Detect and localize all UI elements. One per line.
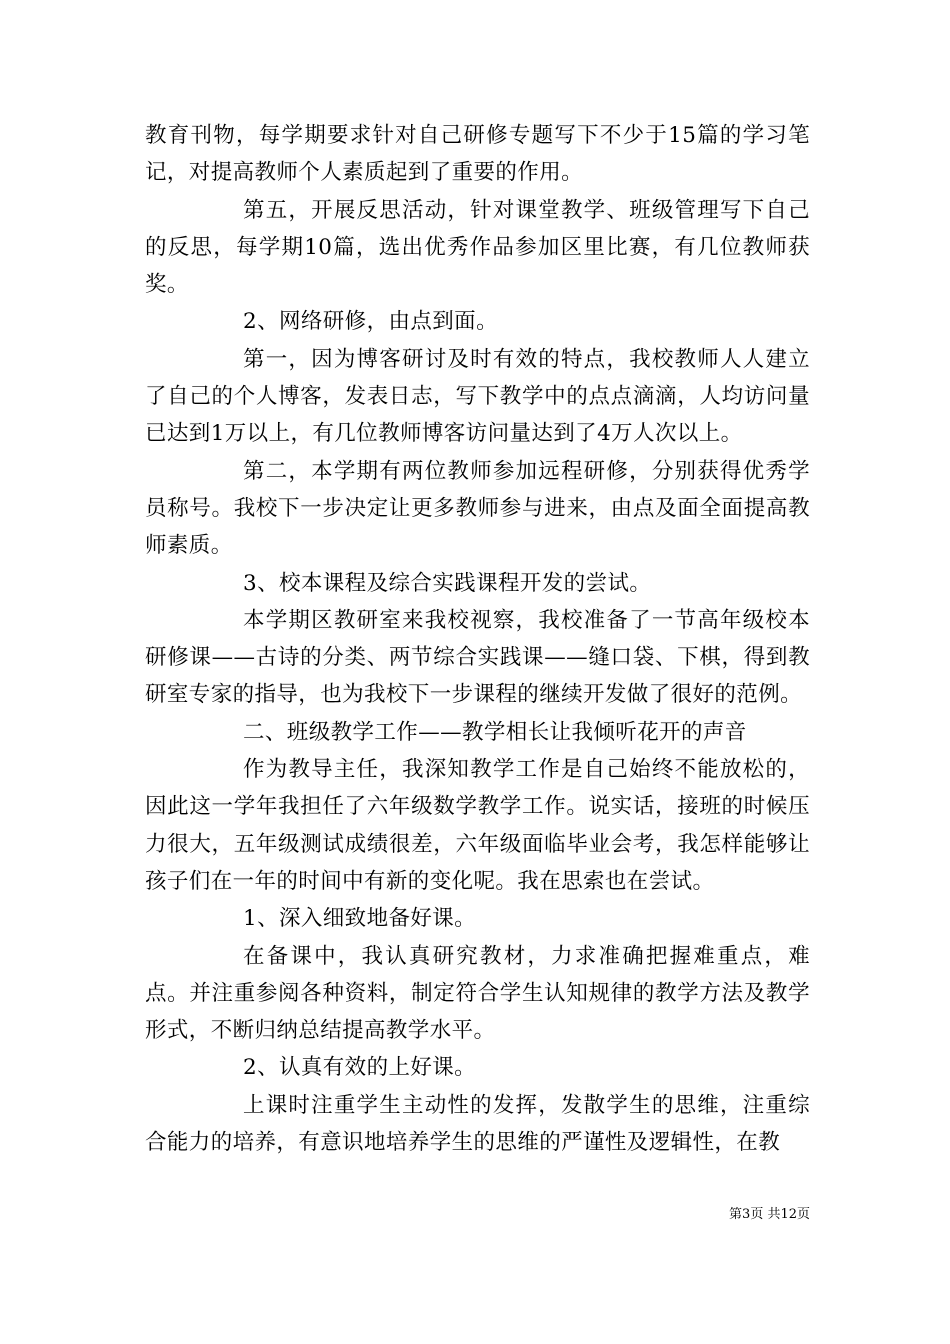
- paragraph: 教育刊物，每学期要求针对自己研修专题写下不少于15篇的学习笔记，对提高教师个人素质起到了重要的作用。: [145, 123, 810, 186]
- section-heading: 1、深入细致地备好课。: [243, 906, 477, 932]
- paragraph: 上课时注重学生主动性的发挥，发散学生的思维，注重综合能力的培养，有意识地培养学生的思维的严谨性及逻辑性，在教: [145, 1092, 810, 1156]
- document-body: [145, 117, 810, 1161]
- paragraph: 第一，因为博客研讨及时有效的特点，我校教师人人建立了自己的个人博客，发表日志，写下教学中的点点滴滴，人均访问量已达到1万以上，有几位教师博客访问量达到了4万人次以上。: [145, 346, 810, 447]
- paragraph: 第二，本学期有两位教师参加远程研修，分别获得优秀学员称号。我校下一步决定让更多教师参与进来，由点及面全面提高教师素质。: [145, 458, 810, 559]
- section-heading: 二、班级教学工作——教学相长让我倾听花开的声音: [243, 719, 747, 745]
- paragraph: 第五，开展反思活动，针对课堂教学、班级管理写下自己的反思，每学期10篇，选出优秀作品参加区里比赛，有几位教师获奖。: [145, 197, 810, 298]
- section-heading: 2、认真有效的上好课。: [243, 1055, 477, 1081]
- page-number-footer: 第3页 共12页: [729, 1207, 810, 1222]
- paragraph: 作为教导主任，我深知教学工作是自己始终不能放松的，因此这一学年我担任了六年级数学教学工作。说实话，接班的时候压力很大，五年级测试成绩很差，六年级面临毕业会考，我怎样能够让孩子们在一年的时间中有新的变化呢。我在思索也在尝试。: [145, 757, 810, 894]
- section-heading: 2、网络研修，由点到面。: [243, 309, 498, 335]
- paragraph: 本学期区教研室来我校视察，我校准备了一节高年级校本研修课——古诗的分类、两节综合实践课——缝口袋、下棋，得到教研室专家的指导，也为我校下一步课程的继续开发做了很好的范例。: [145, 607, 810, 708]
- paragraph: 在备课中，我认真研究教材，力求准确把握难重点，难点。并注重参阅各种资料，制定符合学生认知规律的教学方法及教学形式，不断归纳总结提高教学水平。: [145, 943, 810, 1044]
- section-heading: 3、校本课程及综合实践课程开发的尝试。: [243, 570, 652, 596]
